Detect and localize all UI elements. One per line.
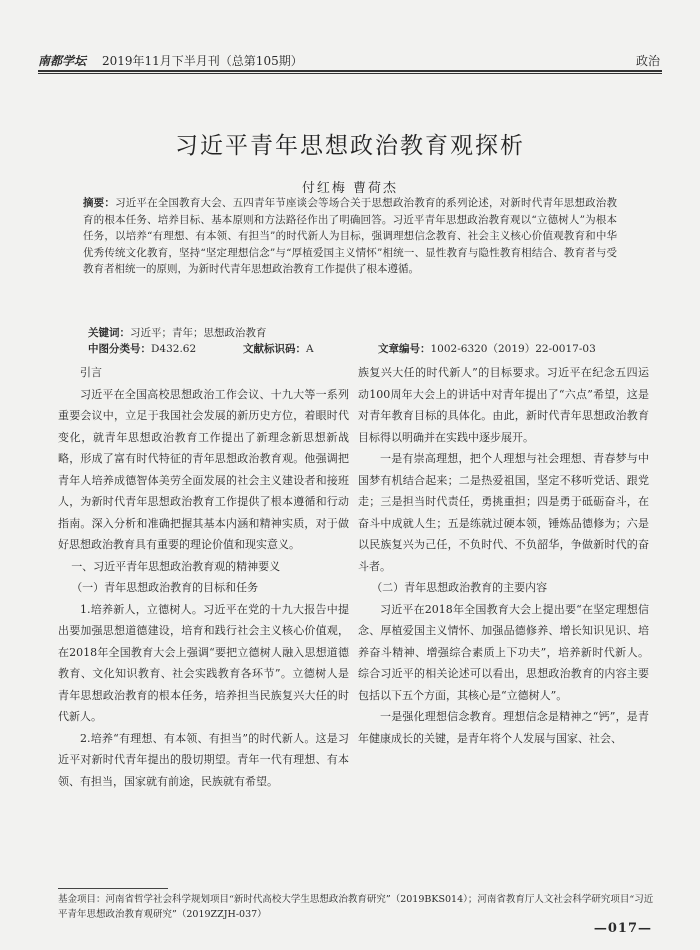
body-paragraph: 习近平在2018年全国教育大会上提出要“在坚定理想信念、厚植爱国主义情怀、加强品德修养、增长知识见识、培养奋斗精神、增强综合素质上下功夫”，培养新时代新人。综合习近平的相关论述可以看出，思想政治教育的内容主要包括以下五个方面，其核心是“立德树人”。	[358, 602, 649, 702]
body-paragraph: 1.培养新人，立德树人。习近平在党的十九大报告中提出要加强思想道德建设，培育和践行社会主义核心价值观，在2018年全国教育大会上强调“要把立德树人融入思想道德教育、文化知识教育、社会实践教育各环节”。立德树人是青年思想政治教育的根本任务，培养担当民族复兴大任的时代新人。	[58, 602, 349, 723]
journal-name: 南都学坛	[38, 54, 87, 68]
section-heading: （一）青年思想政治教育的目标和任务	[71, 581, 259, 594]
keywords-text: 习近平；青年；思想政治教育	[130, 327, 267, 339]
body-column-left	[58, 362, 349, 792]
clc-number	[88, 341, 196, 356]
body-paragraph: 一是强化理想信念教育。理想信念是精神之“钙”，是青年健康成长的关键，是青年将个人发展与国家、社会、	[358, 710, 649, 745]
article-title: 习近平青年思想政治教育观探析	[175, 133, 525, 159]
article-number	[378, 341, 596, 356]
body-paragraph: 族复兴大任的时代新人”的目标要求。习近平在纪念五四运动100周年大会上的讲话中对青年提出了“六点”希望，这是对青年教育目标的具体化。由此，新时代青年思想政治教育目标得以明确并在实践中逐步展开。	[358, 366, 649, 444]
issue-info: 2019年11月下半月刊（总第105期）	[102, 54, 303, 68]
section-heading: 一、习近平青年思想政治教育观的精神要义	[71, 559, 281, 573]
funding-note: 基金项目：河南省哲学社会科学规划项目“新时代高校大学生思想政治教育研究”（2019BKS014）；河南省教育厅人文社会科学研究项目“习近平青年思想政治教育观研究”（2019ZZJH-037）	[58, 894, 654, 920]
abstract-text: 习近平在全国教育大会、五四青年节座谈会等场合关于思想政治教育的系列论述，对新时代青年思想政治教育的根本任务、培养目标、基本原则和方法路径作出了明确回答。习近平青年思想政治教育观以“立德树人”为根本任务，以培养“有理想、有本领、有担当”的时代新人为目标，强调理想信念教育、社会主义核心价值观教育和中华优秀传统文化教育，坚持“坚定理想信念”与“厚植爱国主义情怀”相统一、显性教育与隐性教育相结合、教育者与受教育者相统一的原则，为新时代青年思想政治教育工作提供了根本遵循。	[83, 197, 618, 275]
keywords	[88, 325, 267, 340]
section-heading: （二）青年思想政治教育的主要内容	[371, 581, 548, 594]
abstract-label: 摘要：	[83, 197, 116, 209]
body-paragraph: 一是有崇高理想，把个人理想与社会理想、青春梦与中国梦有机结合起来；二是热爱祖国，坚定不移听党话、跟党走；三是担当时代责任，勇挑重担；四是勇于砥砺奋斗，在奋斗中成就人生；五是练就过硬本领，锤炼品德修为；六是以民族复兴为己任，不负时代、不负韶华，争做新时代的奋斗者。	[358, 452, 649, 573]
page-number: —017—	[593, 921, 652, 936]
body-paragraph: 引言	[80, 366, 102, 379]
doc-code	[243, 341, 314, 356]
running-header	[38, 50, 662, 70]
footnote-rule	[58, 888, 168, 889]
abstract	[83, 195, 617, 278]
article-authors: 付红梅 曹荷杰	[301, 181, 399, 196]
doc-code-label: 文献标识码：	[243, 343, 306, 355]
body-paragraph: 习近平在全国高校思想政治工作会议、十九大等一系列重要会议中，立足于我国社会发展的新历史方位，着眼时代变化，就青年思想政治教育工作提出了新理念新思想新战略，形成了富有时代特征的青年思想政治教育观。他强调把青年人培养成德智体美劳全面发展的社会主义建设者和接班人，为新时代青年思想政治教育工作提供了根本遵循和行动指南。深入分析和准确把握其基本内涵和精神实质，对于做好思想政治教育具有重要的理论价值和现实意义。	[58, 387, 349, 551]
keywords-label: 关键词：	[88, 327, 130, 339]
body-paragraph: 2.培养“有理想、有本领、有担当”的时代新人。这是习近平对新时代青年提出的殷切期望。青年一代有理想、有本领、有担当，国家就有前途，民族就有希望。	[58, 731, 349, 788]
clc-value: D432.62	[151, 343, 197, 355]
body-column-right	[358, 362, 649, 749]
header-rule-thin	[38, 73, 662, 74]
clc-label: 中图分类号：	[88, 343, 151, 355]
section-label: 政治	[635, 54, 660, 68]
header-rule	[38, 70, 662, 72]
article-no-label: 文章编号：	[378, 343, 431, 355]
doc-code-value: A	[306, 343, 314, 355]
article-no-value: 1002-6320（2019）22-0017-03	[430, 343, 596, 355]
